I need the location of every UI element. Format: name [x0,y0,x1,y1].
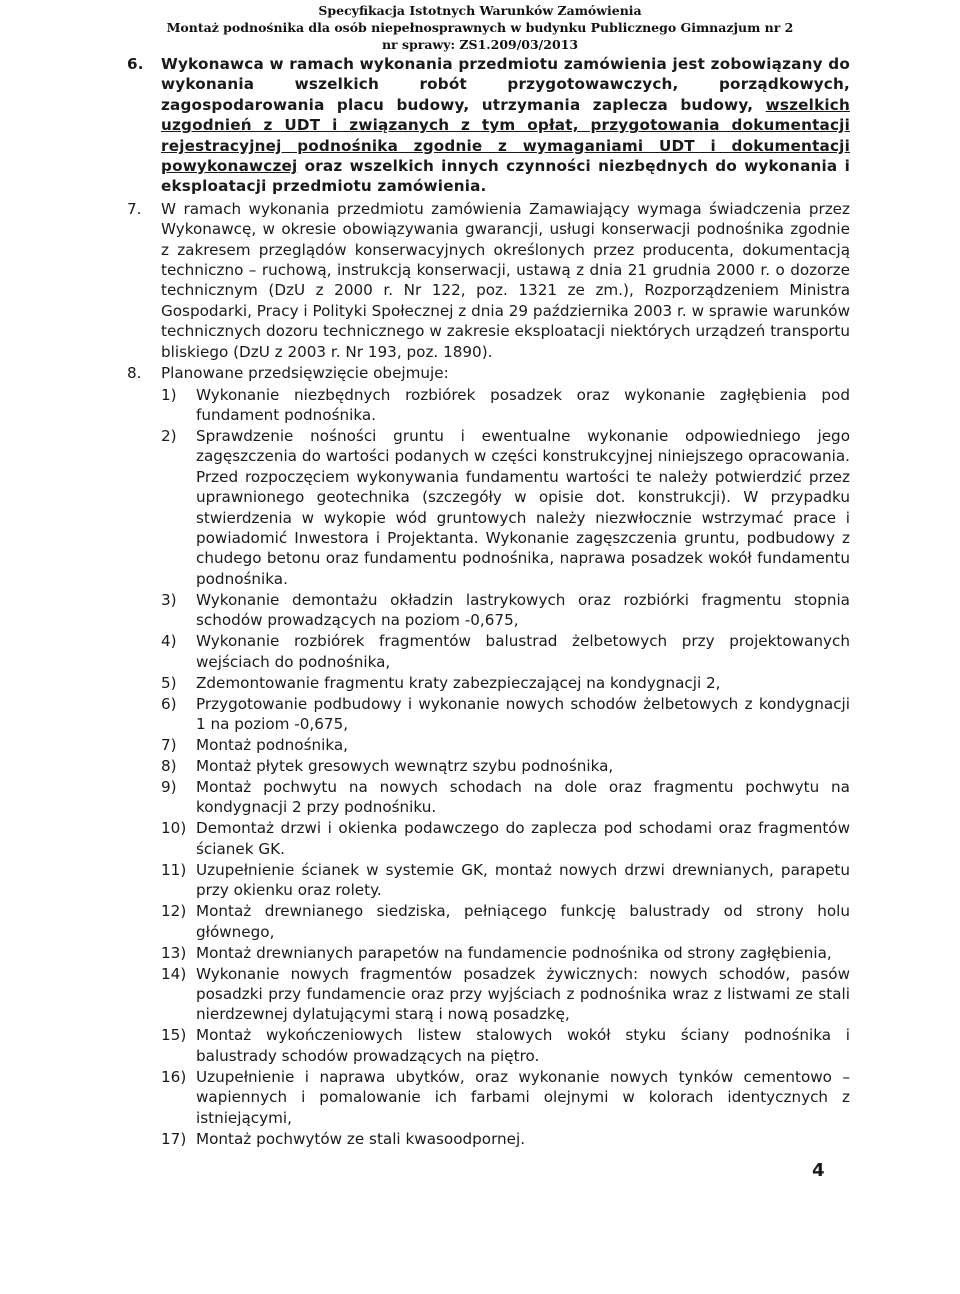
list-item [161,1067,850,1128]
list-item-number: 13) [161,943,187,962]
paragraph-number: 6. [127,55,144,73]
list-item [161,385,850,426]
list-item [161,756,850,776]
list-item-text: Zdemontowanie fragmentu kraty zabezpieczającej na kondygnacji 2, [196,673,721,692]
header-subject: Montaż podnośnika dla osób niepełnosprawnych w budynku Publicznego Gimnazjum nr 2 [166,20,794,35]
list-item [161,818,850,859]
list-item-number: 8) [161,756,177,775]
list-item-number: 15) [161,1026,187,1045]
paragraph-8 [127,363,850,1149]
list-item-text: Wykonanie nowych fragmentów posadzek żywicznych: nowych schodów, pasów posadzki przy fundamencie oraz przy wyjściach z podnośnika wraz z listwami ze stali nierdzewnej dylatującymi starą i nową posadzkę, [196,964,850,1024]
list-item-text: Montaż drewnianego siedziska, pełniącego funkcję balustrady od strony holu głównego, [196,902,850,941]
list-item-number: 17) [161,1129,187,1148]
paragraph-number: 8. [127,364,142,383]
list-item [161,901,850,942]
document-body [127,54,850,1150]
list-item-number: 10) [161,819,187,838]
list-item-number: 2) [161,426,177,445]
list-item [161,777,850,818]
paragraph-intro: Planowane przedsięwzięcie obejmuje: [161,364,449,383]
list-item-number: 6) [161,694,177,713]
list-item [161,943,850,963]
list-item-text: Demontaż drzwi i okienka podawczego do zaplecza pod schodami oraz fragmentów ścianek GK. [196,819,850,858]
list-item-text: Sprawdzenie nośności gruntu i ewentualne wykonanie odpowiedniego jego zagęszczenia do wartości podanych w części konstrukcyjnej niniejszego opracowania. Przed rozpoczęciem wykonywania fundamentu wartości te należy potwierdzić przez uprawnionego geotechnika (szczegóły w opisie dot. konstrukcji). W przypadku stwierdzenia w wykopie wód gruntowych należy niezwłocznie wstrzymać prace i powiadomić Inwestora i Projektanta. Wykonanie zagęszczenia gruntu, podbudowy z chudego betonu oraz fundamentu podnośnika, naprawa posadzek wokół fundamentu podnośnika. [196,426,850,588]
list-item-number: 9) [161,777,177,796]
list-item [161,964,850,1025]
list-item-text: Montaż płytek gresowych wewnątrz szybu podnośnika, [196,756,614,775]
list-item-text: Montaż podnośnika, [196,735,348,754]
paragraph-underlined-text: wszelkich uzgodnień z UDT i związanych z tym opłat, przygotowania dokumentacji rejestracyjnej podnośnika zgodnie z wymaganiami UDT i dokumentacji powykonawczej [161,95,850,176]
list-item-number: 14) [161,964,187,983]
list-item-number: 16) [161,1067,187,1086]
list-item-number: 12) [161,902,187,921]
paragraph-7 [127,199,850,362]
list-item-text: Montaż drewnianych parapetów na fundamencie podnośnika od strony zagłębienia, [196,943,832,962]
list-item-number: 5) [161,673,177,692]
list-item-text: Wykonanie rozbiórek fragmentów balustrad żelbetowych przy projektowanych wejściach do podnośnika, [196,632,850,671]
list-item [161,1129,850,1149]
list-item-text: Uzupełnienie i naprawa ubytków, oraz wykonanie nowych tynków cementowo – wapiennych i pomalowanie ich farbami olejnymi w kolorach identycznych z istniejącymi, [196,1067,850,1127]
list-item-text: Uzupełnienie ścianek w systemie GK, montaż nowych drzwi drewnianych, parapetu przy okienku oraz rolety. [196,860,850,900]
paragraph-text: W ramach wykonania przedmiotu zamówienia Zamawiający wymaga świadczenia przez Wykonawcę, w okresie obowiązywania gwarancji, usługi konserwacji podnośnika zgodnie z zakresem przeglądów konserwacyjnych określonych przez producenta, dokumentacją techniczno – ruchową, instrukcją konserwacji, ustawą z dnia 21 grudnia 2000 r. o dozorze technicznym (DzU z 2000 r. Nr 122, poz. 1321 ze zm.), Rozporządzeniem Ministra Gospodarki, Pracy i Polityki Społecznej z dnia 29 października 2003 r. w sprawie warunków technicznych dozoru technicznego w zakresie eksploatacji niektórych urządzeń transportu bliskiego (DzU z 2003 r. Nr 193, poz. 1890). [161,199,850,361]
list-item [161,673,850,693]
paragraph-number: 7. [127,199,142,218]
list-item [161,860,850,901]
list-item-text: Wykonanie niezbędnych rozbiórek posadzek oraz wykonanie zagłębienia pod fundament podnośnika. [196,385,850,424]
paragraph-text-end: oraz wszelkich innych czynności niezbędnych do wykonania i eksploatacji przedmiotu zamówienia. [161,157,850,196]
works-list [161,385,850,1150]
header-title: Specyfikacja Istotnych Warunków Zamówienia [318,3,642,18]
list-item-text: Wykonanie demontażu okładzin lastrykowych oraz rozbiórki fragmentu stopnia schodów prowadzących na poziom -0,675, [196,590,850,630]
list-item-text: Montaż pochwytu na nowych schodach na dole oraz fragmentu pochwytu na kondygnacji 2 przy podnośniku. [196,777,850,817]
paragraph-6 [127,54,850,197]
list-item-number: 11) [161,860,187,879]
list-item [161,631,850,672]
list-item [161,1025,850,1066]
list-item [161,590,850,631]
list-item [161,426,850,589]
header-case-number: nr sprawy: ZS1.209/03/2013 [381,37,579,52]
list-item-number: 4) [161,632,177,651]
page-number: 4 [812,1160,825,1181]
list-item-text: Montaż wykończeniowych listew stalowych wokół styku ściany podnośnika i balustrady schodów prowadzących na piętro. [196,1026,850,1065]
list-item [161,694,850,735]
list-item-number: 3) [161,590,177,609]
list-item-number: 1) [161,385,177,404]
list-item-text: Przygotowanie podbudowy i wykonanie nowych schodów żelbetowych z kondygnacji 1 na poziom -0,675, [196,694,850,733]
paragraph-text: Wykonawca w ramach wykonania przedmiotu zamówienia jest zobowiązany do wykonania wszelkich robót przygotowawczych, porządkowych, zagospodarowania placu budowy, utrzymania zaplecza budowy, [161,55,850,114]
document-header [0,2,960,53]
list-item [161,735,850,755]
list-item-number: 7) [161,735,177,754]
list-item-text: Montaż pochwytów ze stali kwasoodpornej. [196,1129,526,1148]
